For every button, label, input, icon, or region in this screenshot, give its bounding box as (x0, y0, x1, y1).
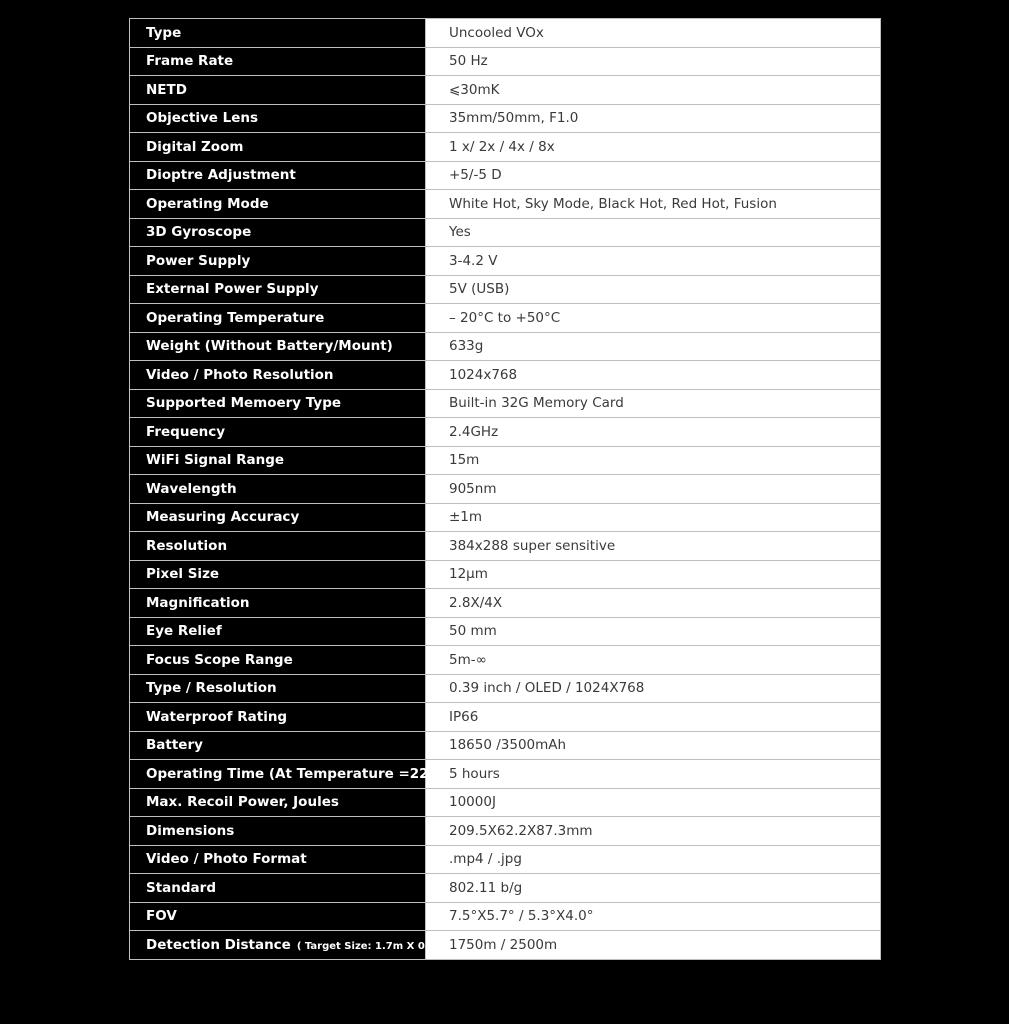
spec-value: 5m-∞ (449, 651, 487, 668)
spec-label: Operating Time (At Temperature =22°C) (146, 765, 452, 782)
spec-row (130, 247, 881, 276)
spec-label: Measuring Accuracy (146, 509, 300, 526)
spec-value: 12μm (449, 566, 488, 583)
spec-label-cell (130, 475, 426, 504)
spec-value: White Hot, Sky Mode, Black Hot, Red Hot, Fusion (449, 195, 777, 212)
spec-value-cell (426, 817, 881, 846)
spec-row (130, 446, 881, 475)
spec-value-cell (426, 446, 881, 475)
spec-label: Digital Zoom (146, 138, 244, 155)
spec-label-cell (130, 788, 426, 817)
spec-label-cell (130, 275, 426, 304)
spec-label: Supported Memoery Type (146, 395, 342, 412)
spec-label-cell (130, 874, 426, 903)
spec-value-cell (426, 617, 881, 646)
spec-row (130, 589, 881, 618)
spec-row (130, 104, 881, 133)
spec-label-cell (130, 218, 426, 247)
spec-label-cell (130, 703, 426, 732)
spec-label: Weight (Without Battery/Mount) (146, 338, 393, 355)
spec-value-cell (426, 560, 881, 589)
spec-value-cell (426, 731, 881, 760)
spec-label-note: ( Target Size: 1.7m X 0.5m ) (296, 940, 455, 952)
spec-value: 18650 /3500mAh (449, 737, 567, 754)
spec-row (130, 332, 881, 361)
spec-label-cell (130, 104, 426, 133)
spec-row (130, 475, 881, 504)
spec-row (130, 503, 881, 532)
spec-label: Waterproof Rating (146, 708, 288, 725)
spec-value-cell (426, 332, 881, 361)
spec-value-cell (426, 475, 881, 504)
spec-label-cell (130, 931, 455, 960)
spec-value-cell (426, 104, 881, 133)
spec-label: 3D Gyroscope (146, 224, 252, 241)
spec-value: 802.11 b/g (449, 879, 523, 896)
spec-value: +5/-5 D (449, 167, 502, 184)
spec-value: 3-4.2 V (449, 252, 498, 269)
spec-label-cell (130, 560, 426, 589)
spec-value-cell (426, 845, 881, 874)
spec-value-cell (426, 19, 881, 48)
spec-value: – 20°C to +50°C (449, 309, 561, 326)
spec-label-cell (130, 646, 426, 675)
spec-label-cell (130, 161, 426, 190)
spec-value-cell (426, 361, 881, 390)
spec-value: 15m (449, 452, 480, 469)
spec-value-cell (426, 788, 881, 817)
spec-value: Uncooled VOx (449, 24, 544, 41)
spec-value-cell (426, 47, 881, 76)
spec-label: Standard (146, 879, 216, 896)
spec-row (130, 703, 881, 732)
spec-label-cell (130, 389, 426, 418)
spec-value: IP66 (449, 708, 479, 725)
spec-value-cell (426, 703, 881, 732)
spec-row (130, 389, 881, 418)
spec-label-cell (130, 532, 426, 561)
spec-label: Operating Temperature (146, 309, 325, 326)
spec-row (130, 190, 881, 219)
spec-value-cell (426, 931, 881, 960)
spec-label: FOV (146, 908, 177, 925)
spec-label: NETD (146, 81, 187, 98)
spec-label: Focus Scope Range (146, 651, 293, 668)
spec-label-cell (130, 760, 452, 789)
spec-value-cell (426, 674, 881, 703)
spec-value-cell (426, 418, 881, 447)
spec-row (130, 788, 881, 817)
spec-label-cell (130, 304, 426, 333)
spec-value-cell (426, 589, 881, 618)
spec-value-cell (426, 503, 881, 532)
spec-label: Operating Mode (146, 195, 269, 212)
spec-value: Yes (449, 224, 471, 241)
spec-row (130, 731, 881, 760)
spec-row (130, 418, 881, 447)
spec-value-cell (426, 304, 881, 333)
spec-row (130, 646, 881, 675)
spec-label: Frame Rate (146, 53, 234, 70)
spec-value: 2.8X/4X (449, 594, 503, 611)
spec-value: Built-in 32G Memory Card (449, 395, 624, 412)
spec-label: Type (146, 24, 182, 41)
spec-label-cell (130, 418, 426, 447)
spec-row (130, 674, 881, 703)
spec-value: 7.5°X5.7° / 5.3°X4.0° (449, 908, 594, 925)
spec-value-cell (426, 646, 881, 675)
spec-label: External Power Supply (146, 281, 319, 298)
spec-label: Pixel Size (146, 566, 220, 583)
spec-value: 1024x768 (449, 366, 518, 383)
spec-value: ⩽30mK (449, 81, 500, 98)
spec-row (130, 161, 881, 190)
spec-label-cell (130, 190, 426, 219)
spec-value: 384x288 super sensitive (449, 537, 616, 554)
spec-label-cell (130, 731, 426, 760)
spec-value-cell (426, 275, 881, 304)
spec-label: Type / Resolution (146, 680, 277, 697)
spec-value: ±1m (449, 509, 483, 526)
spec-value: 209.5X62.2X87.3mm (449, 822, 593, 839)
spec-value: 50 Hz (449, 53, 488, 70)
spec-row (130, 532, 881, 561)
spec-row (130, 47, 881, 76)
spec-value-cell (426, 161, 881, 190)
spec-label-cell (130, 589, 426, 618)
spec-value: 50 mm (449, 623, 497, 640)
spec-value-cell (426, 760, 881, 789)
spec-row (130, 617, 881, 646)
spec-label: Battery (146, 737, 203, 754)
spec-value: 5V (USB) (449, 281, 510, 298)
spec-value-cell (426, 389, 881, 418)
spec-label: Video / Photo Resolution (146, 366, 334, 383)
spec-label-cell (130, 845, 426, 874)
spec-label: Detection Distance (146, 936, 291, 953)
spec-row (130, 218, 881, 247)
spec-table (129, 18, 881, 960)
spec-value: 0.39 inch / OLED / 1024X768 (449, 680, 645, 697)
spec-value: 10000J (449, 794, 496, 811)
spec-label-cell (130, 361, 426, 390)
spec-label-cell (130, 902, 426, 931)
spec-label-cell (130, 133, 426, 162)
spec-value: 1750m / 2500m (449, 936, 558, 953)
spec-label-cell (130, 247, 426, 276)
spec-label: Objective Lens (146, 110, 259, 127)
spec-row (130, 361, 881, 390)
spec-value-cell (426, 247, 881, 276)
spec-row (130, 304, 881, 333)
spec-value: 5 hours (449, 765, 500, 782)
spec-row (130, 76, 881, 105)
spec-label-cell (130, 503, 426, 532)
spec-label: WiFi Signal Range (146, 452, 285, 469)
spec-value-cell (426, 902, 881, 931)
spec-value-cell (426, 532, 881, 561)
spec-label-cell (130, 19, 426, 48)
spec-label: Magnification (146, 594, 250, 611)
spec-row (130, 19, 881, 48)
spec-label: Wavelength (146, 480, 237, 497)
spec-value: 2.4GHz (449, 423, 499, 440)
spec-label-cell (130, 817, 426, 846)
spec-row (130, 845, 881, 874)
spec-row (130, 931, 881, 960)
spec-label: Dimensions (146, 822, 235, 839)
spec-label: Frequency (146, 423, 226, 440)
spec-label: Eye Relief (146, 623, 222, 640)
spec-row (130, 874, 881, 903)
spec-label: Video / Photo Format (146, 851, 307, 868)
spec-value-cell (426, 874, 881, 903)
spec-row (130, 275, 881, 304)
spec-value-cell (426, 190, 881, 219)
spec-row (130, 902, 881, 931)
spec-label: Max. Recoil Power, Joules (146, 794, 339, 811)
spec-label: Resolution (146, 537, 228, 554)
spec-label-cell (130, 332, 426, 361)
spec-value: 35mm/50mm, F1.0 (449, 110, 579, 127)
spec-row (130, 760, 881, 789)
spec-row (130, 817, 881, 846)
spec-value-cell (426, 218, 881, 247)
spec-label: Power Supply (146, 252, 251, 269)
spec-label: Dioptre Adjustment (146, 167, 296, 184)
spec-value-cell (426, 76, 881, 105)
spec-value: .mp4 / .jpg (449, 851, 522, 868)
spec-row (130, 133, 881, 162)
spec-value-cell (426, 133, 881, 162)
spec-table-body (130, 19, 881, 960)
spec-label-cell (130, 617, 426, 646)
spec-row (130, 560, 881, 589)
spec-label-cell (130, 674, 426, 703)
spec-value: 1 x/ 2x / 4x / 8x (449, 138, 555, 155)
spec-value: 905nm (449, 480, 497, 497)
spec-value: 633g (449, 338, 484, 355)
spec-label-cell (130, 76, 426, 105)
spec-label-cell (130, 446, 426, 475)
spec-label-cell (130, 47, 426, 76)
